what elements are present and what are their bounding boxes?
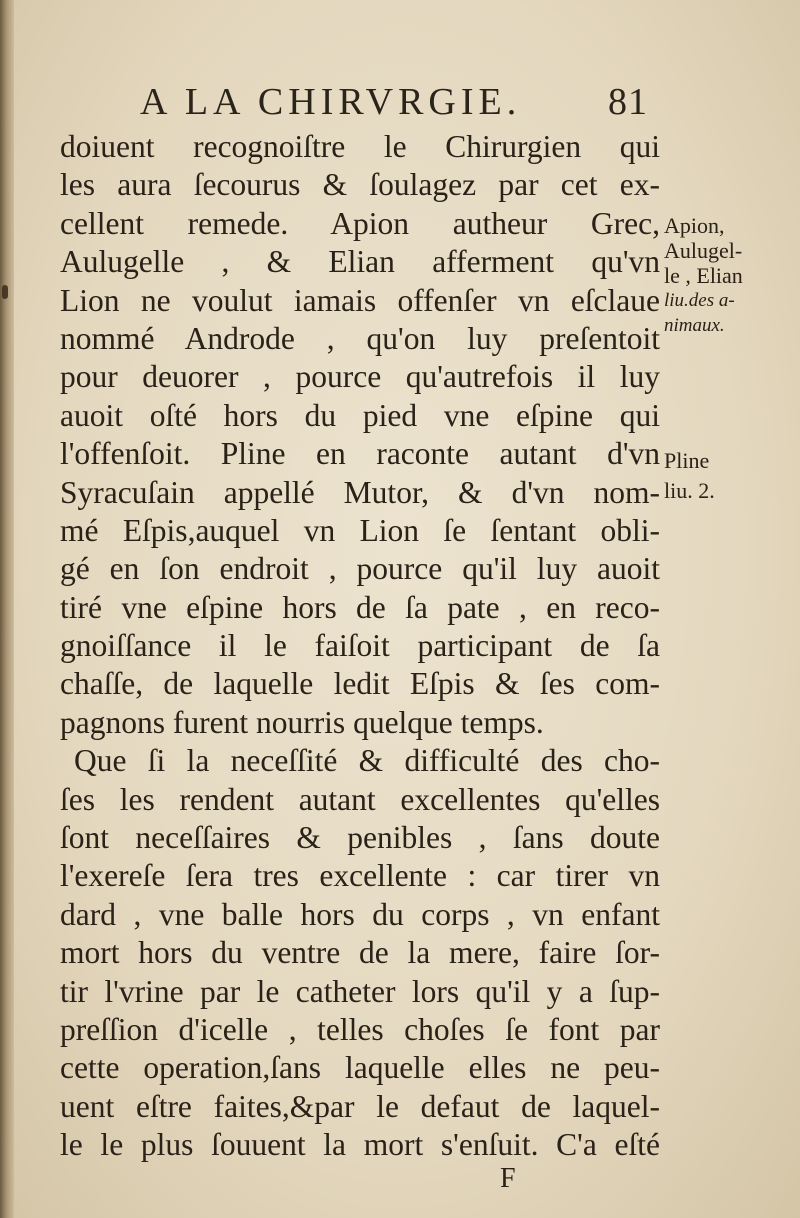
text-line: nommé Androde , qu'on luy preſentoit: [60, 320, 660, 356]
text-line: l'offenſoit. Pline en raconte autant d'vn: [60, 436, 660, 472]
margin-note-line: le , Elian: [664, 263, 743, 288]
page-number: 81: [608, 81, 648, 123]
signature-mark: F: [500, 1163, 516, 1194]
text-line: Aulugelle , & Elian afferment qu'vn: [60, 244, 660, 280]
margin-note-pline: [664, 446, 715, 506]
text-line: tir l'vrine par le catheter lors qu'il y a ſup-: [60, 973, 660, 1009]
text-line: le le plus ſouuent la mort s'enſuit. C'a eſté: [60, 1127, 660, 1163]
running-head-title: A LA CHIRVRGIE.: [140, 81, 522, 123]
ink-spot: [2, 285, 8, 299]
text-line: gé en ſon endroit , pource qu'il luy auoit: [60, 551, 660, 587]
text-line: pagnons furent nourris quelque temps.: [60, 704, 544, 740]
page-binding-edge: [0, 0, 14, 1218]
body-text: [60, 128, 660, 1165]
text-line: l'exereſe ſera tres excellente : car tirer vn: [60, 858, 660, 894]
margin-note-line: liu. 2.: [664, 478, 715, 503]
text-line: ſes les rendent autant excellentes qu'elles: [60, 781, 660, 817]
text-line: Que ſi la neceſſité & difficulté des cho-: [74, 743, 660, 779]
running-head: [140, 80, 680, 126]
text-line: doiuent recognoiſtre le Chirurgien qui: [60, 129, 660, 164]
text-line: mort hors du ventre de la mere, faire ſor-: [60, 935, 660, 971]
margin-note-line: liu.des a-: [664, 290, 735, 311]
text-line: uent eſtre faites,&par le defaut de laquel-: [60, 1088, 660, 1124]
text-line: cette operation,ſans laquelle elles ne peu-: [60, 1050, 660, 1086]
text-line: cellent remede. Apion autheur Grec,: [60, 205, 660, 241]
text-line: Syracuſain appellé Mutor, & d'vn nom-: [60, 474, 660, 510]
text-line: ſont neceſſaires & penibles , ſans doute: [60, 820, 660, 856]
margin-note-line: Aulugel-: [664, 238, 743, 263]
text-line: gnoiſſance il le faiſoit participant de ſa: [60, 628, 660, 664]
text-line: pour deuorer , pource qu'autrefois il luy: [60, 359, 660, 395]
margin-note-sources: [664, 213, 743, 338]
text-line: Lion ne voulut iamais offenſer vn eſclaue: [60, 282, 660, 318]
text-line: tiré vne eſpine hors de ſa pate , en reco-: [60, 589, 660, 625]
text-line: auoit oſté hors du pied vne eſpine qui: [60, 397, 660, 433]
text-line: les aura ſecourus & ſoulagez par cet ex-: [60, 167, 660, 203]
text-line: mé Eſpis,auquel vn Lion ſe ſentant obli-: [60, 512, 660, 548]
margin-note-line: Apion,: [664, 213, 725, 238]
text-line: dard , vne balle hors du corps , vn enfant: [60, 896, 660, 932]
margin-note-line: nimaux.: [664, 315, 725, 336]
text-line: preſſion d'icelle , telles choſes ſe font par: [60, 1011, 660, 1047]
margin-note-line: Pline: [664, 448, 710, 473]
text-line: chaſſe, de laquelle ledit Eſpis & ſes com-: [60, 666, 660, 702]
